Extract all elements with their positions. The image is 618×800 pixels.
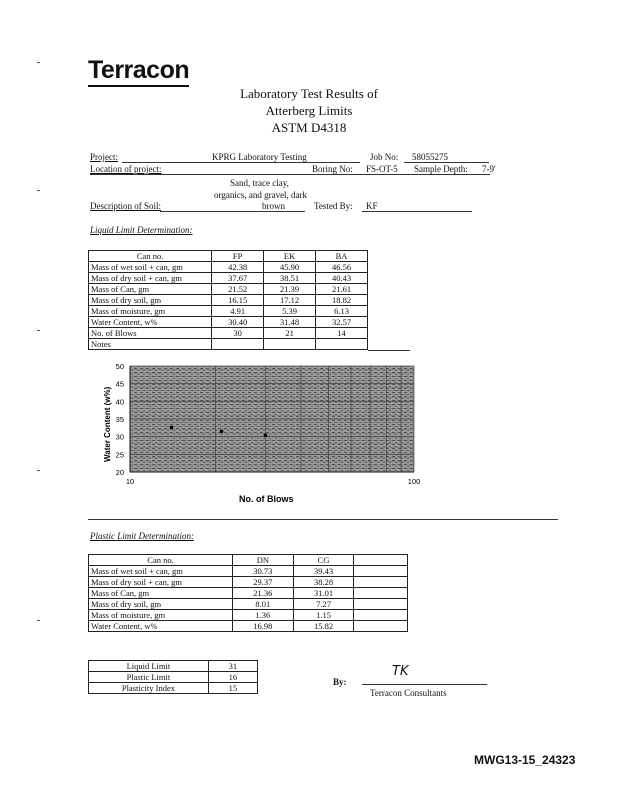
description-line: organics, and gravel, dark xyxy=(214,190,308,200)
job-value: 58055275 xyxy=(412,152,448,162)
table-cell: 6.13 xyxy=(316,306,368,317)
table-cell: 15.82 xyxy=(293,621,354,632)
table-cell: Mass of moisture, gm xyxy=(89,610,233,621)
table-cell: Mass of dry soil + can, gm xyxy=(89,273,212,284)
signature-line xyxy=(362,684,487,685)
table-cell: 42.38 xyxy=(212,262,264,273)
table-cell xyxy=(354,621,408,632)
chart-y-tick-label: 35 xyxy=(115,415,124,424)
table-cell: 21.36 xyxy=(233,588,294,599)
table-cell: 31.01 xyxy=(293,588,354,599)
table-cell xyxy=(354,566,408,577)
chart-y-tick-label: 20 xyxy=(115,468,124,477)
report-subtitle: Atterberg Limits xyxy=(265,103,353,118)
table-cell: 31 xyxy=(208,661,257,672)
tested-by-underline xyxy=(362,211,472,212)
table-cell xyxy=(264,339,316,350)
table-cell: Mass of Can, gm xyxy=(89,284,212,295)
chart-data-point xyxy=(220,430,224,434)
table-cell: 39.43 xyxy=(293,566,354,577)
boring-value: FS-OT-5 xyxy=(366,164,398,174)
table-header: DN xyxy=(233,555,294,566)
margin-mark xyxy=(37,62,40,63)
description-underline xyxy=(160,211,305,212)
tested-by-value: KF xyxy=(366,201,378,211)
chart-y-tick-label: 45 xyxy=(115,379,124,389)
table-cell: 38.28 xyxy=(293,577,354,588)
company-logo: Terracon xyxy=(88,56,189,87)
tested-by-label: Tested By: xyxy=(314,201,353,211)
table-cell: 1.36 xyxy=(233,610,294,621)
table-header: BA xyxy=(316,251,368,262)
table-row xyxy=(89,621,408,632)
table-cell: 31.48 xyxy=(264,317,316,328)
chart-y-tick-label: 50 xyxy=(115,362,124,371)
chart-y-tick-label: 30 xyxy=(115,432,124,442)
table-cell: 7.27 xyxy=(293,599,354,610)
signature-initials: TK xyxy=(392,664,409,679)
chart-data-point xyxy=(170,426,174,430)
table-row xyxy=(89,588,408,599)
table-cell: 38.51 xyxy=(264,273,316,284)
description-line: Sand, trace clay, xyxy=(230,178,289,188)
table-cell: 29.37 xyxy=(233,577,294,588)
table-cell: No. of Blows xyxy=(89,328,212,339)
depth-value: 7-9' xyxy=(482,164,496,174)
table-header: CG xyxy=(293,555,354,566)
chart-ylabel: Water Content (w%) xyxy=(103,386,112,462)
table-row xyxy=(89,317,368,328)
flow-curve-chart xyxy=(86,360,426,510)
table-cell xyxy=(354,555,408,566)
chart-x-tick-label: 10 xyxy=(125,477,135,486)
table-row xyxy=(89,610,408,621)
table-cell: 1.15 xyxy=(293,610,354,621)
chart-x-tick-label: 100 xyxy=(407,477,421,486)
table-cell: Mass of dry soil, gm xyxy=(89,599,233,610)
table-cell: 30 xyxy=(212,328,264,339)
table-cell: 30.73 xyxy=(233,566,294,577)
liquid-limit-table xyxy=(88,250,368,350)
table-row xyxy=(89,251,368,262)
table-cell: 21.61 xyxy=(316,284,368,295)
plastic-limit-section-title: Plastic Limit Determination: xyxy=(90,531,194,541)
table-cell: Mass of wet soil + can, gm xyxy=(89,262,212,273)
table-cell xyxy=(354,577,408,588)
chart-xlabel: No. of Blows xyxy=(239,494,294,504)
table-cell: 45.90 xyxy=(264,262,316,273)
table-row xyxy=(89,661,258,672)
location-underline xyxy=(90,174,490,175)
table-cell: 18.82 xyxy=(316,295,368,306)
table-cell: Notes xyxy=(89,339,212,350)
job-underline xyxy=(404,162,489,163)
liquid-limit-section-title: Liquid Limit Determination: xyxy=(90,225,193,235)
margin-mark xyxy=(37,190,40,191)
table-cell: Water Content, w% xyxy=(89,317,212,328)
atterberg-summary-table xyxy=(88,660,258,694)
boring-label: Boring No: xyxy=(312,164,353,174)
table-cell: 16.98 xyxy=(233,621,294,632)
job-label: Job No: xyxy=(370,152,399,162)
table-row xyxy=(89,306,368,317)
table-cell: 21 xyxy=(264,328,316,339)
table-row xyxy=(89,566,408,577)
table-row xyxy=(89,328,368,339)
chart-y-tick-label: 25 xyxy=(115,450,124,460)
table-header: EK xyxy=(264,251,316,262)
table-cell: 16.15 xyxy=(212,295,264,306)
table-header: FP xyxy=(212,251,264,262)
table-cell: 5.39 xyxy=(264,306,316,317)
table-cell: 17.12 xyxy=(264,295,316,306)
table-cell: Mass of Can, gm xyxy=(89,588,233,599)
table-cell xyxy=(316,339,368,350)
table-row xyxy=(89,555,408,566)
table-cell: 15 xyxy=(208,683,257,694)
consultant-name: Terracon Consultants xyxy=(370,688,447,698)
table-cell: Mass of moisture, gm xyxy=(89,306,212,317)
table-cell xyxy=(354,588,408,599)
table-row xyxy=(89,295,368,306)
table-row xyxy=(89,577,408,588)
project-label: Project: xyxy=(90,152,118,162)
description-label: Description of Soil: xyxy=(90,201,161,211)
chart-data-point xyxy=(264,433,268,437)
document-id: MWG13-15_24323 xyxy=(474,753,576,767)
table-header: Can no. xyxy=(89,251,212,262)
table-cell: 8.01 xyxy=(233,599,294,610)
table-cell: 30.40 xyxy=(212,317,264,328)
table-cell: 21.52 xyxy=(212,284,264,295)
margin-mark xyxy=(37,620,40,621)
table-cell: 16 xyxy=(208,672,257,683)
table-cell: 46.56 xyxy=(316,262,368,273)
margin-mark xyxy=(37,330,40,331)
depth-label: Sample Depth: xyxy=(414,164,468,174)
section-divider xyxy=(88,519,558,520)
table-cell xyxy=(354,599,408,610)
table-row xyxy=(89,599,408,610)
by-label: By: xyxy=(333,677,347,687)
table-header: Can no. xyxy=(89,555,233,566)
table-cell: Mass of dry soil + can, gm xyxy=(89,577,233,588)
table-cell: 32.57 xyxy=(316,317,368,328)
project-value: KPRG Laboratory Testing xyxy=(212,152,307,162)
table-cell xyxy=(212,339,264,350)
report-title: Laboratory Test Results of xyxy=(240,86,378,101)
report-standard: ASTM D4318 xyxy=(271,120,347,135)
notes-line-extension xyxy=(368,350,410,351)
table-cell: Plastic Limit xyxy=(89,672,209,683)
description-line: brown xyxy=(262,201,285,211)
table-row xyxy=(89,284,368,295)
chart-y-tick-label: 40 xyxy=(115,397,124,407)
table-row xyxy=(89,672,258,683)
table-cell: 14 xyxy=(316,328,368,339)
margin-mark xyxy=(37,470,40,471)
table-cell: 21.39 xyxy=(264,284,316,295)
table-cell xyxy=(354,610,408,621)
table-cell: Mass of dry soil, gm xyxy=(89,295,212,306)
table-cell: 4.91 xyxy=(212,306,264,317)
project-underline xyxy=(122,162,360,163)
table-row xyxy=(89,273,368,284)
table-row xyxy=(89,262,368,273)
location-label: Location of project: xyxy=(90,164,162,174)
table-cell: 40.43 xyxy=(316,273,368,284)
plastic-limit-table xyxy=(88,554,408,632)
table-cell: Mass of wet soil + can, gm xyxy=(89,566,233,577)
table-cell: 37.67 xyxy=(212,273,264,284)
table-cell: Water Content, w% xyxy=(89,621,233,632)
table-cell: Plasticity Index xyxy=(89,683,209,694)
table-cell: Liquid Limit xyxy=(89,661,209,672)
table-row xyxy=(89,339,368,350)
table-row xyxy=(89,683,258,694)
